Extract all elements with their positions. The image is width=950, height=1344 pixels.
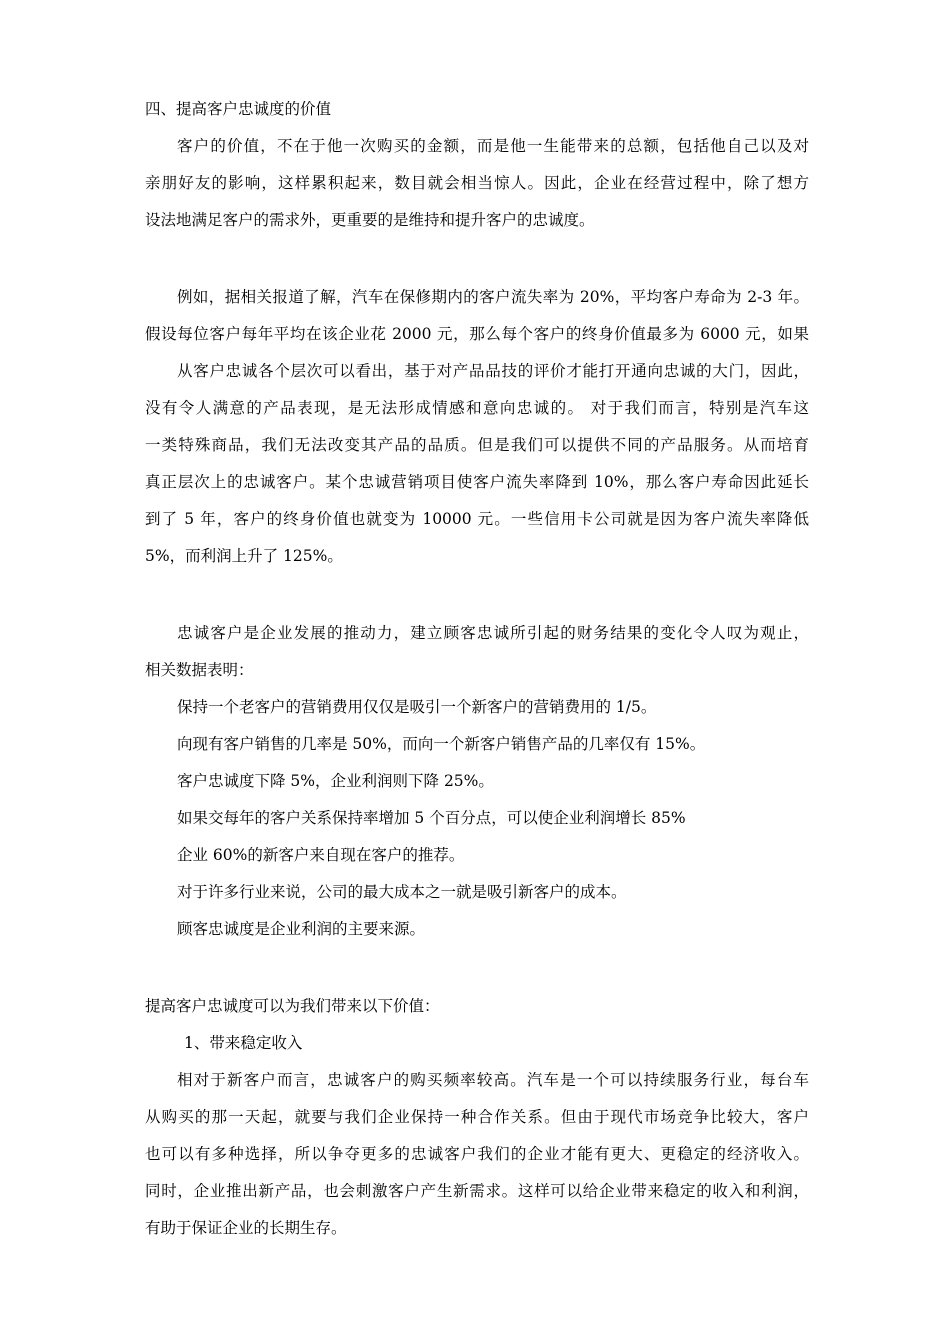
stat-item: 对于许多行业来说，公司的最大成本之一就是吸引新客户的成本。 bbox=[177, 883, 627, 901]
stat-item: 向现有客户销售的几率是 50%，而向一个新客户销售产品的几率仅有 15%。 bbox=[177, 735, 706, 753]
paragraph-line: 没有令人满意的产品表现，是无法形成情感和意向忠诚的。 对于我们而言，特别是汽车这 bbox=[145, 399, 809, 417]
paragraph-line: 一类特殊商品，我们无法改变其产品的品质。但是我们可以提供不同的产品服务。从而培育 bbox=[145, 436, 809, 454]
paragraph-line: 有助于保证企业的长期生存。 bbox=[145, 1219, 347, 1237]
paragraph-line: 忠诚客户是企业发展的推动力，建立顾客忠诚所引起的财务结果的变化令人叹为观止， bbox=[177, 624, 809, 642]
stat-item: 如果交每年的客户关系保持率增加 5 个百分点，可以使企业利润增长 85% bbox=[177, 809, 686, 827]
paragraph-line: 相关数据表明： bbox=[145, 661, 254, 679]
sub-heading: 1、带来稳定收入 bbox=[184, 1034, 303, 1052]
paragraph-line: 亲朋好友的影响，这样累积起来，数目就会相当惊人。因此，企业在经营过程中，除了想方 bbox=[145, 174, 809, 192]
stat-item: 顾客忠诚度是企业利润的主要来源。 bbox=[177, 920, 426, 938]
value-intro: 提高客户忠诚度可以为我们带来以下价值： bbox=[145, 997, 440, 1015]
paragraph-line: 从购买的那一天起，就要与我们企业保持一种合作关系。但由于现代市场竞争比较大，客户 bbox=[145, 1108, 809, 1126]
paragraph-line: 也可以有多种选择，所以争夺更多的忠诚客户我们的企业才能有更大、更稳定的经济收入。 bbox=[145, 1145, 809, 1163]
paragraph-line: 假设每位客户每年平均在该企业花 2000 元，那么每个客户的终身价值最多为 6000 元，如果 bbox=[145, 325, 809, 343]
paragraph-line: 真正层次上的忠诚客户。某个忠诚营销项目使客户流失率降到 10%，那么客户寿命因此延长 bbox=[145, 473, 809, 491]
paragraph-line: 客户的价值，不在于他一次购买的金额，而是他一生能带来的总额，包括他自己以及对 bbox=[177, 137, 809, 155]
section-heading: 四、提高客户忠诚度的价值 bbox=[145, 100, 332, 118]
paragraph-line: 到了 5 年，客户的终身价值也就变为 10000 元。一些信用卡公司就是因为客户流失率降低 bbox=[145, 510, 809, 528]
paragraph-line: 相对于新客户而言，忠诚客户的购买频率较高。汽车是一个可以持续服务行业，每台车 bbox=[177, 1071, 809, 1089]
paragraph-line: 例如，据相关报道了解，汽车在保修期内的客户流失率为 20%，平均客户寿命为 2-3 年。 bbox=[177, 288, 809, 306]
stat-item: 企业 60%的新客户来自现在客户的推荐。 bbox=[177, 846, 465, 864]
stat-item: 保持一个老客户的营销费用仅仅是吸引一个新客户的营销费用的 1/5。 bbox=[177, 698, 657, 716]
stat-item: 客户忠诚度下降 5%，企业利润则下降 25%。 bbox=[177, 772, 494, 790]
paragraph-line: 从客户忠诚各个层次可以看出，基于对产品品技的评价才能打开通向忠诚的大门，因此， bbox=[177, 362, 809, 380]
paragraph-line: 设法地满足客户的需求外，更重要的是维持和提升客户的忠诚度。 bbox=[145, 211, 595, 229]
paragraph-line: 5%，而利润上升了 125%。 bbox=[145, 547, 343, 565]
paragraph-line: 同时，企业推出新产品，也会刺激客户产生新需求。这样可以给企业带来稳定的收入和利润， bbox=[145, 1182, 809, 1200]
